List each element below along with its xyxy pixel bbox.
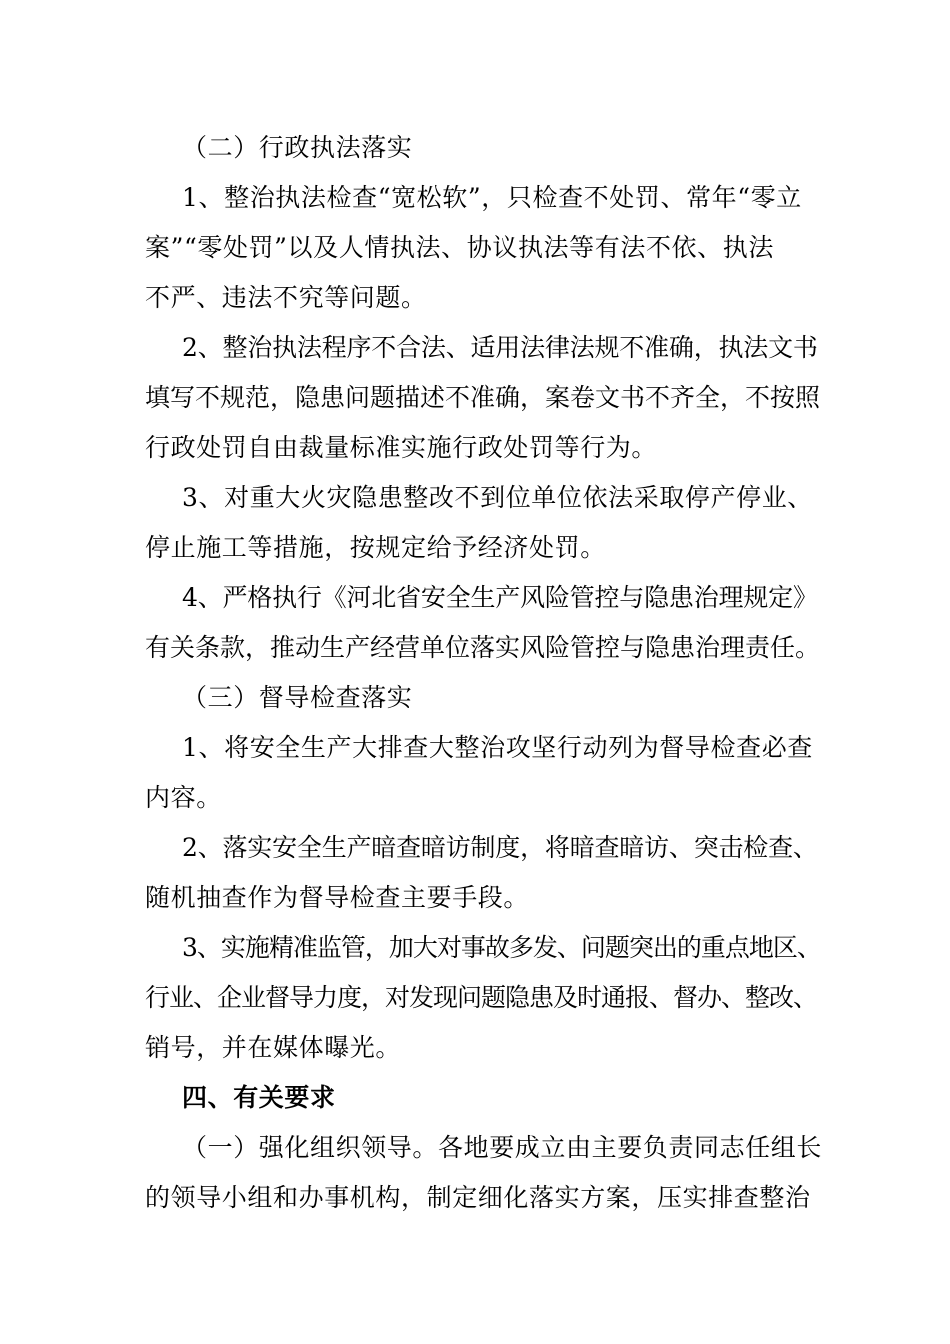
s2-item2-line1: 2、整治执法程序不合法、适用法律法规不准确，执法文书 xyxy=(182,333,818,362)
s2-item3-line1: 3、对重大火灾隐患整改不到位单位依法采取停产停业、 xyxy=(182,483,813,512)
s2-item1-line2: 案”“零处罚”以及人情执法、协议执法等有法不依、执法 xyxy=(145,233,774,262)
s3-item1-line1: 1、将安全生产大排查大整治攻坚行动列为督导检查必查 xyxy=(182,733,813,762)
s3-item3-line3: 销号，并在媒体曝光。 xyxy=(145,1033,402,1062)
s3-item2-line1: 2、落实安全生产暗查暗访制度，将暗查暗访、突击检查、 xyxy=(182,833,818,862)
section-2-heading: （二）行政执法落实 xyxy=(182,133,413,162)
s3-item1-line2: 内容。 xyxy=(145,783,222,812)
s2-item2-line3: 行政处罚自由裁量标准实施行政处罚等行为。 xyxy=(145,433,658,462)
s2-item3-line2: 停止施工等措施，按规定给予经济处罚。 xyxy=(145,533,606,562)
s2-item4-line2: 有关条款，推动生产经营单位落实风险管控与隐患治理责任。 xyxy=(145,633,821,662)
s3-item3-line2: 行业、企业督导力度，对发现问题隐患及时通报、督办、整改、 xyxy=(145,983,818,1012)
s2-item1-line3: 不严、违法不究等问题。 xyxy=(145,283,427,312)
p4-sub1-line1: （一）强化组织领导。各地要成立由主要负责同志任组长 xyxy=(182,1133,823,1162)
s2-item1-line1: 1、整治执法检查“宽松软”，只检查不处罚、常年“零立 xyxy=(182,183,802,212)
s3-item3-line1: 3、实施精准监管，加大对事故多发、问题突出的重点地区、 xyxy=(182,933,821,962)
part-4-heading: 四、有关要求 xyxy=(182,1083,336,1112)
section-3-heading: （三）督导检查落实 xyxy=(182,683,413,712)
s3-item2-line2: 随机抽查作为督导检查主要手段。 xyxy=(145,883,530,912)
p4-sub1-line2: 的领导小组和办事机构，制定细化落实方案，压实排查整治 xyxy=(145,1183,811,1212)
s2-item2-line2: 填写不规范，隐患问题描述不准确，案卷文书不齐全，不按照 xyxy=(145,383,821,412)
s2-item4-line1: 4、严格执行《河北省安全生产风险管控与隐患治理规定》 xyxy=(182,583,818,612)
